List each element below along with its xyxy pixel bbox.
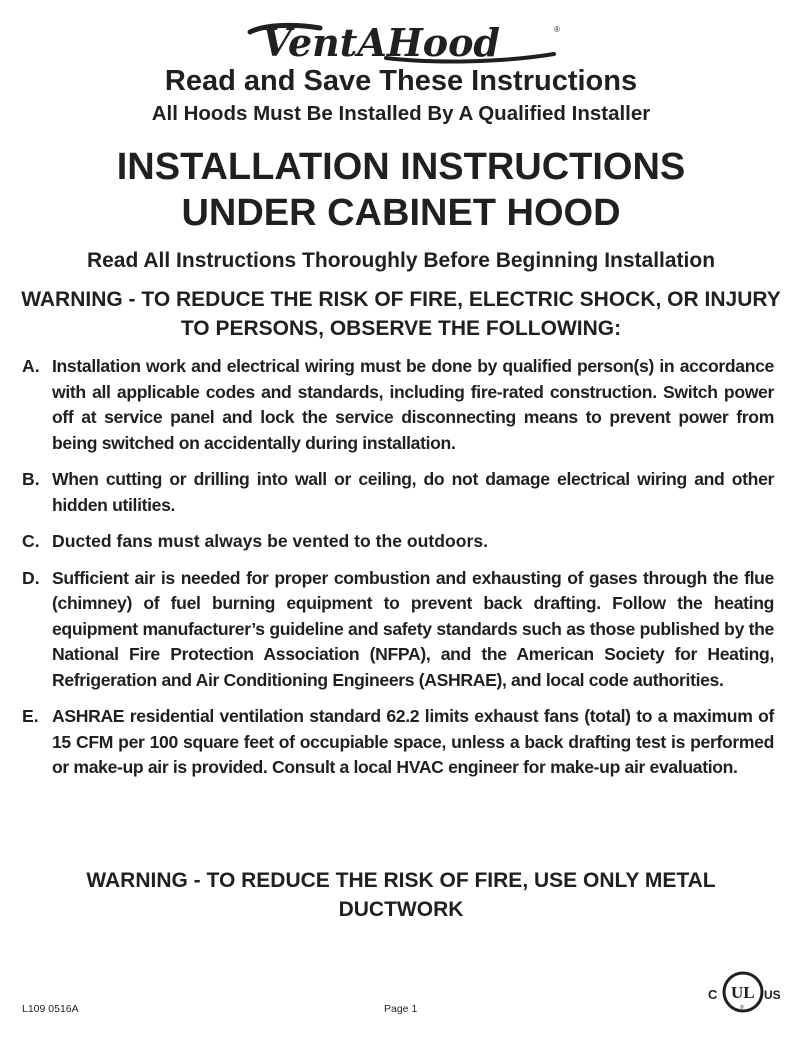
registered-mark: ®: [554, 25, 560, 34]
read-save-heading: Read and Save These Instructions: [164, 65, 638, 97]
item-letter: E.: [22, 706, 39, 726]
item-text: Ducted fans must always be vented to the outdoors.: [52, 531, 489, 551]
item-letter: D.: [22, 567, 40, 588]
title-line-2: UNDER CABINET HOOD: [181, 192, 621, 234]
list-item: [22, 704, 774, 781]
item-text: Installation work and electrical wiring must be done by qualified person(s) in accordance with all applicable codes and standards, including fire-rated construction. Switch power off at service panel and lock the service disconnecting means to prevent power from being switched on accidentally during installation.: [52, 356, 774, 453]
ul-us-letters: US: [764, 988, 780, 1002]
read-all-instructions: Read All Instructions Thoroughly Before Beginning Installation: [86, 249, 716, 272]
list-item: [22, 566, 774, 694]
vent-a-hood-logo: [0, 18, 802, 66]
warning-ductwork: WARNING - TO REDUCE THE RISK OF FIRE, USE ONLY METAL DUCTWORK: [86, 869, 716, 921]
item-text: Sufficient air is needed for proper combustion and exhausting of gases through the flue (chimney) of fuel burning equipment to prevent back drafting. Follow the heating equipment manufacturer’s guideline and safety standards such as those published by the National Fire Protection Association (NFPA), and the American Society for Heating, Refrigeration and Air Conditioning Engineers (ASHRAE), and local code authorities.: [52, 567, 774, 690]
logo-wordmark: VentAHood: [262, 20, 501, 65]
list-item: [22, 529, 774, 555]
item-letter: B.: [22, 469, 40, 489]
list-item: [22, 354, 774, 456]
item-text: When cutting or drilling into wall or ceiling, do not damage electrical wiring and other hidden utilities.: [52, 469, 774, 515]
c-ul-us-listing-mark: [706, 968, 780, 1016]
item-letter: A.: [22, 356, 40, 376]
ul-c-letter: C: [708, 987, 718, 1002]
warning-main: WARNING - TO REDUCE THE RISK OF FIRE, ELECTRIC SHOCK, OR INJURY TO PERSONS, OBSERVE THE FOLLOWING:: [21, 288, 781, 340]
document-code: L109 0516A: [22, 1003, 79, 1015]
qualified-installer-subheading: All Hoods Must Be Installed By A Qualified Installer: [151, 102, 651, 125]
ul-registered-mark: ®: [740, 1005, 744, 1011]
safety-items-list: [22, 354, 774, 792]
list-item: [22, 467, 774, 518]
title-line-1: INSTALLATION INSTRUCTIONS: [116, 146, 686, 188]
item-text: ASHRAE residential ventilation standard 62.2 limits exhaust fans (total) to a maximum of 15 CFM per 100 square feet of occupiable space, unless a back drafting test is performed or make-up air is provided. Consult a local HVAC engineer for make-up air evaluation.: [52, 706, 774, 777]
page-number: Page 1: [384, 1003, 418, 1015]
item-letter: C.: [22, 531, 40, 551]
ul-letters: UL: [731, 983, 755, 1002]
